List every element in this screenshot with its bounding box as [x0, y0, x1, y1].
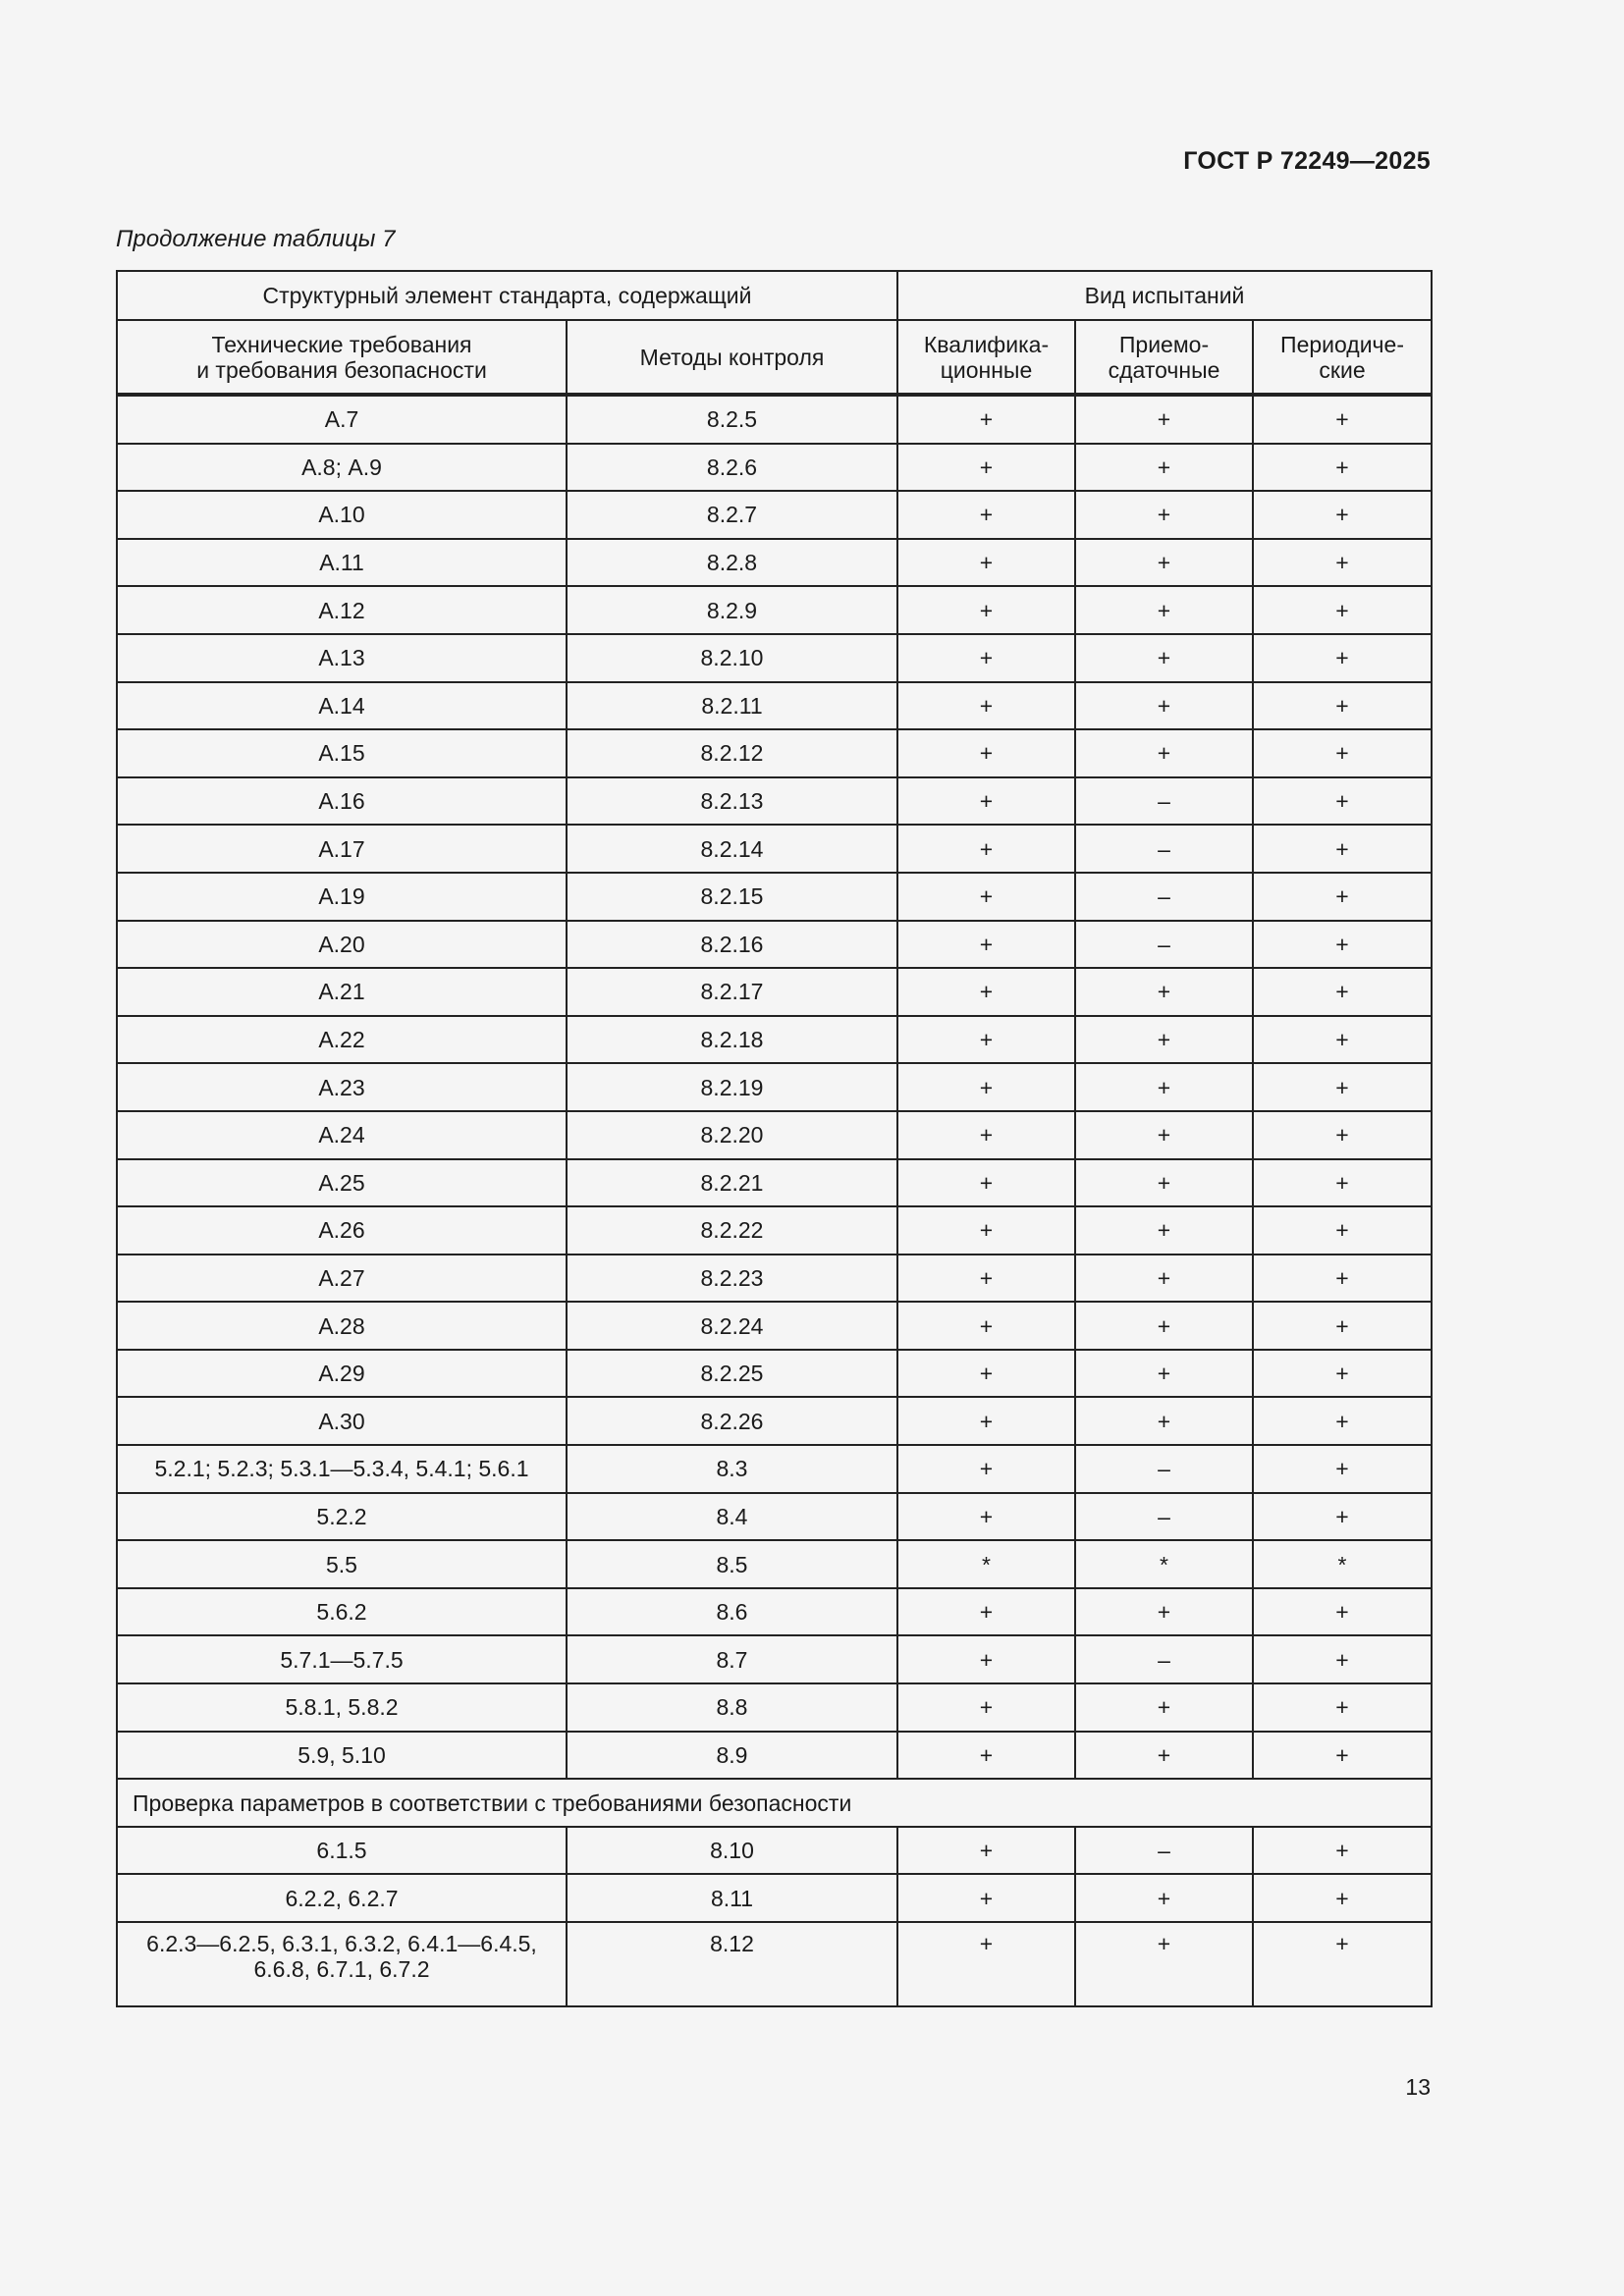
method-ref-cell: 8.10 — [567, 1827, 897, 1875]
requirement-ref-cell: А.19 — [117, 873, 567, 921]
periodic-cell: + — [1253, 1874, 1432, 1922]
method-ref-cell: 8.2.24 — [567, 1302, 897, 1350]
periodic-cell: + — [1253, 1397, 1432, 1445]
periodic-cell: + — [1253, 968, 1432, 1016]
acceptance-cell: + — [1075, 1397, 1253, 1445]
qualification-cell: + — [897, 491, 1075, 539]
column-header-methods: Методы контроля — [567, 320, 897, 395]
table-row — [117, 1063, 1432, 1111]
requirements-table — [116, 270, 1433, 2007]
qualification-cell: + — [897, 1063, 1075, 1111]
qualification-cell: + — [897, 1493, 1075, 1541]
requirement-ref-cell: А.17 — [117, 825, 567, 873]
table-row — [117, 1922, 1432, 2006]
acceptance-cell: – — [1075, 825, 1253, 873]
table-row — [117, 1732, 1432, 1780]
qualification-cell: + — [897, 1016, 1075, 1064]
acceptance-cell: + — [1075, 491, 1253, 539]
periodic-cell: + — [1253, 1445, 1432, 1493]
method-ref-cell: 8.3 — [567, 1445, 897, 1493]
requirement-ref-cell: 5.7.1—5.7.5 — [117, 1635, 567, 1683]
table-row — [117, 1588, 1432, 1636]
method-ref-cell: 8.2.11 — [567, 682, 897, 730]
acceptance-cell: + — [1075, 682, 1253, 730]
table-row — [117, 1874, 1432, 1922]
method-ref-cell: 8.2.23 — [567, 1255, 897, 1303]
table-row — [117, 1540, 1432, 1588]
requirement-ref-cell: А.29 — [117, 1350, 567, 1398]
method-ref-cell: 8.8 — [567, 1683, 897, 1732]
periodic-cell: + — [1253, 1827, 1432, 1875]
method-ref-cell: 8.2.17 — [567, 968, 897, 1016]
acceptance-cell: + — [1075, 968, 1253, 1016]
periodic-cell: + — [1253, 682, 1432, 730]
acceptance-cell: + — [1075, 1683, 1253, 1732]
table-row — [117, 395, 1432, 444]
method-ref-cell: 8.2.26 — [567, 1397, 897, 1445]
acceptance-cell: + — [1075, 1206, 1253, 1255]
requirement-ref-cell: А.13 — [117, 634, 567, 682]
table-row — [117, 777, 1432, 826]
table-row — [117, 634, 1432, 682]
column-header-qualification — [897, 320, 1075, 395]
acceptance-cell: – — [1075, 1635, 1253, 1683]
periodic-cell: + — [1253, 1635, 1432, 1683]
qualification-cell: + — [897, 634, 1075, 682]
method-ref-cell: 8.11 — [567, 1874, 897, 1922]
periodic-cell: + — [1253, 1159, 1432, 1207]
table-row — [117, 1827, 1432, 1875]
section-title: Проверка параметров в соответствии с требованиями безопасности — [117, 1779, 1432, 1827]
table-row — [117, 968, 1432, 1016]
periodic-cell: + — [1253, 491, 1432, 539]
method-ref-cell: 8.2.12 — [567, 729, 897, 777]
method-ref-cell: 8.6 — [567, 1588, 897, 1636]
requirement-ref-cell: 5.2.1; 5.2.3; 5.3.1—5.3.4, 5.4.1; 5.6.1 — [117, 1445, 567, 1493]
requirement-ref-cell: А.27 — [117, 1255, 567, 1303]
column-header-periodic-line-2: ские — [1319, 356, 1366, 383]
table-body — [117, 395, 1432, 2006]
table-row — [117, 539, 1432, 587]
qualification-cell: + — [897, 1255, 1075, 1303]
table-row — [117, 1206, 1432, 1255]
table-row — [117, 1683, 1432, 1732]
requirement-ref-cell: А.11 — [117, 539, 567, 587]
acceptance-cell: * — [1075, 1540, 1253, 1588]
periodic-cell: + — [1253, 1493, 1432, 1541]
qualification-cell: + — [897, 1732, 1075, 1780]
table-row — [117, 1016, 1432, 1064]
column-header-requirements-line-1: Технические требования — [211, 331, 472, 357]
acceptance-cell: – — [1075, 1445, 1253, 1493]
requirement-ref-cell: А.30 — [117, 1397, 567, 1445]
table-caption: Продолжение таблицы 7 — [116, 226, 396, 252]
acceptance-cell: + — [1075, 1588, 1253, 1636]
requirement-ref-cell: А.15 — [117, 729, 567, 777]
qualification-cell: + — [897, 1874, 1075, 1922]
table-row — [117, 825, 1432, 873]
method-ref-cell: 8.2.21 — [567, 1159, 897, 1207]
acceptance-cell: + — [1075, 1732, 1253, 1780]
requirement-ref-cell: 5.5 — [117, 1540, 567, 1588]
periodic-cell: + — [1253, 444, 1432, 492]
qualification-cell: + — [897, 825, 1075, 873]
section-row — [117, 1779, 1432, 1827]
qualification-cell: + — [897, 1445, 1075, 1493]
periodic-cell: + — [1253, 825, 1432, 873]
acceptance-cell: + — [1075, 729, 1253, 777]
acceptance-cell: + — [1075, 395, 1253, 444]
method-ref-cell: 8.2.5 — [567, 395, 897, 444]
method-ref-cell: 8.4 — [567, 1493, 897, 1541]
table-row — [117, 921, 1432, 969]
requirement-ref-cell: 5.9, 5.10 — [117, 1732, 567, 1780]
acceptance-cell: + — [1075, 634, 1253, 682]
column-header-periodic — [1253, 320, 1432, 395]
requirement-ref-cell: А.28 — [117, 1302, 567, 1350]
periodic-cell: + — [1253, 1206, 1432, 1255]
qualification-cell: + — [897, 1302, 1075, 1350]
column-header-requirements-line-2: и требования безопасности — [196, 356, 487, 383]
acceptance-cell: – — [1075, 873, 1253, 921]
method-ref-cell: 8.2.9 — [567, 586, 897, 634]
qualification-cell: + — [897, 1159, 1075, 1207]
method-ref-cell: 8.2.25 — [567, 1350, 897, 1398]
periodic-cell: + — [1253, 729, 1432, 777]
column-header-periodic-line-1: Периодиче- — [1280, 331, 1404, 357]
qualification-cell: + — [897, 1111, 1075, 1159]
method-ref-cell: 8.2.19 — [567, 1063, 897, 1111]
table-row — [117, 1493, 1432, 1541]
method-ref-cell: 8.5 — [567, 1540, 897, 1588]
requirement-ref-cell: А.14 — [117, 682, 567, 730]
requirement-ref-cell: А.22 — [117, 1016, 567, 1064]
periodic-cell: + — [1253, 1302, 1432, 1350]
acceptance-cell: + — [1075, 1063, 1253, 1111]
qualification-cell: + — [897, 1635, 1075, 1683]
periodic-cell: + — [1253, 921, 1432, 969]
requirement-ref-cell: А.7 — [117, 395, 567, 444]
column-header-qualification-line-1: Квалифика- — [923, 331, 1050, 357]
acceptance-cell: – — [1075, 1827, 1253, 1875]
acceptance-cell: + — [1075, 444, 1253, 492]
periodic-cell: + — [1253, 1063, 1432, 1111]
table-row — [117, 1302, 1432, 1350]
table-row — [117, 491, 1432, 539]
acceptance-cell: + — [1075, 1255, 1253, 1303]
qualification-cell: + — [897, 682, 1075, 730]
qualification-cell: + — [897, 444, 1075, 492]
requirement-ref-cell: А.21 — [117, 968, 567, 1016]
periodic-cell: + — [1253, 873, 1432, 921]
column-header-acceptance-line-1: Приемо- — [1118, 331, 1210, 357]
acceptance-cell: + — [1075, 1922, 1253, 2006]
periodic-cell: + — [1253, 395, 1432, 444]
requirement-ref-cell: 5.6.2 — [117, 1588, 567, 1636]
column-header-requirements — [117, 320, 567, 395]
qualification-cell: + — [897, 1588, 1075, 1636]
acceptance-cell: + — [1075, 1302, 1253, 1350]
periodic-cell: + — [1253, 777, 1432, 826]
acceptance-cell: – — [1075, 921, 1253, 969]
qualification-cell: + — [897, 873, 1075, 921]
acceptance-cell: – — [1075, 777, 1253, 826]
table-row — [117, 1635, 1432, 1683]
requirement-ref-cell: А.12 — [117, 586, 567, 634]
periodic-cell: + — [1253, 586, 1432, 634]
requirement-ref-cell: А.23 — [117, 1063, 567, 1111]
periodic-cell: + — [1253, 1016, 1432, 1064]
requirement-ref-cell: А.16 — [117, 777, 567, 826]
method-ref-cell: 8.7 — [567, 1635, 897, 1683]
acceptance-cell: + — [1075, 1159, 1253, 1207]
acceptance-cell: + — [1075, 1111, 1253, 1159]
table-row — [117, 873, 1432, 921]
method-ref-cell: 8.2.22 — [567, 1206, 897, 1255]
requirement-ref-cell: 6.2.2, 6.2.7 — [117, 1874, 567, 1922]
qualification-cell: + — [897, 586, 1075, 634]
qualification-cell: + — [897, 539, 1075, 587]
method-ref-cell: 8.12 — [567, 1922, 897, 2006]
table-row — [117, 682, 1432, 730]
method-ref-cell: 8.2.18 — [567, 1016, 897, 1064]
requirement-ref-cell: 5.2.2 — [117, 1493, 567, 1541]
table-row — [117, 1255, 1432, 1303]
method-ref-cell: 8.2.6 — [567, 444, 897, 492]
acceptance-cell: – — [1075, 1493, 1253, 1541]
table-row — [117, 1159, 1432, 1207]
qualification-cell: + — [897, 395, 1075, 444]
qualification-cell: * — [897, 1540, 1075, 1588]
requirement-ref-cell: А.20 — [117, 921, 567, 969]
qualification-cell: + — [897, 1350, 1075, 1398]
method-ref-cell: 8.2.15 — [567, 873, 897, 921]
periodic-cell: + — [1253, 634, 1432, 682]
requirement-ref-cell: А.26 — [117, 1206, 567, 1255]
table-row — [117, 586, 1432, 634]
method-ref-cell: 8.2.10 — [567, 634, 897, 682]
group-header-structural-element: Структурный элемент стандарта, содержащий — [117, 271, 897, 320]
requirement-ref-cell: А.10 — [117, 491, 567, 539]
acceptance-cell: + — [1075, 586, 1253, 634]
requirement-ref-cell: 6.2.3—6.2.5, 6.3.1, 6.3.2, 6.4.1—6.4.5, 6.6.8, 6.7.1, 6.7.2 — [117, 1922, 567, 2006]
column-header-acceptance — [1075, 320, 1253, 395]
qualification-cell: + — [897, 1397, 1075, 1445]
group-header-test-type: Вид испытаний — [897, 271, 1432, 320]
acceptance-cell: + — [1075, 1874, 1253, 1922]
method-ref-cell: 8.2.13 — [567, 777, 897, 826]
periodic-cell: + — [1253, 1111, 1432, 1159]
method-ref-cell: 8.2.8 — [567, 539, 897, 587]
qualification-cell: + — [897, 1683, 1075, 1732]
requirement-ref-cell: А.25 — [117, 1159, 567, 1207]
document-id: ГОСТ Р 72249—2025 — [1183, 147, 1431, 175]
periodic-cell: + — [1253, 539, 1432, 587]
periodic-cell: + — [1253, 1683, 1432, 1732]
periodic-cell: + — [1253, 1350, 1432, 1398]
requirement-ref-cell: 6.1.5 — [117, 1827, 567, 1875]
column-header-qualification-line-2: ционные — [940, 356, 1033, 383]
requirement-ref-cell: 5.8.1, 5.8.2 — [117, 1683, 567, 1732]
method-ref-cell: 8.2.7 — [567, 491, 897, 539]
qualification-cell: + — [897, 968, 1075, 1016]
requirement-ref-cell: А.8; А.9 — [117, 444, 567, 492]
qualification-cell: + — [897, 777, 1075, 826]
acceptance-cell: + — [1075, 539, 1253, 587]
periodic-cell: + — [1253, 1732, 1432, 1780]
periodic-cell: + — [1253, 1255, 1432, 1303]
method-ref-cell: 8.9 — [567, 1732, 897, 1780]
periodic-cell: + — [1253, 1922, 1432, 2006]
qualification-cell: + — [897, 729, 1075, 777]
column-header-acceptance-line-2: сдаточные — [1108, 356, 1220, 383]
table-row — [117, 729, 1432, 777]
table-row — [117, 1397, 1432, 1445]
qualification-cell: + — [897, 1922, 1075, 2006]
method-ref-cell: 8.2.16 — [567, 921, 897, 969]
table-row — [117, 444, 1432, 492]
method-ref-cell: 8.2.20 — [567, 1111, 897, 1159]
periodic-cell: * — [1253, 1540, 1432, 1588]
periodic-cell: + — [1253, 1588, 1432, 1636]
requirement-ref-cell: А.24 — [117, 1111, 567, 1159]
qualification-cell: + — [897, 921, 1075, 969]
table-row — [117, 1111, 1432, 1159]
acceptance-cell: + — [1075, 1016, 1253, 1064]
table-row — [117, 1350, 1432, 1398]
page-number: 13 — [1405, 2074, 1431, 2100]
qualification-cell: + — [897, 1206, 1075, 1255]
method-ref-cell: 8.2.14 — [567, 825, 897, 873]
qualification-cell: + — [897, 1827, 1075, 1875]
acceptance-cell: + — [1075, 1350, 1253, 1398]
table-row — [117, 1445, 1432, 1493]
